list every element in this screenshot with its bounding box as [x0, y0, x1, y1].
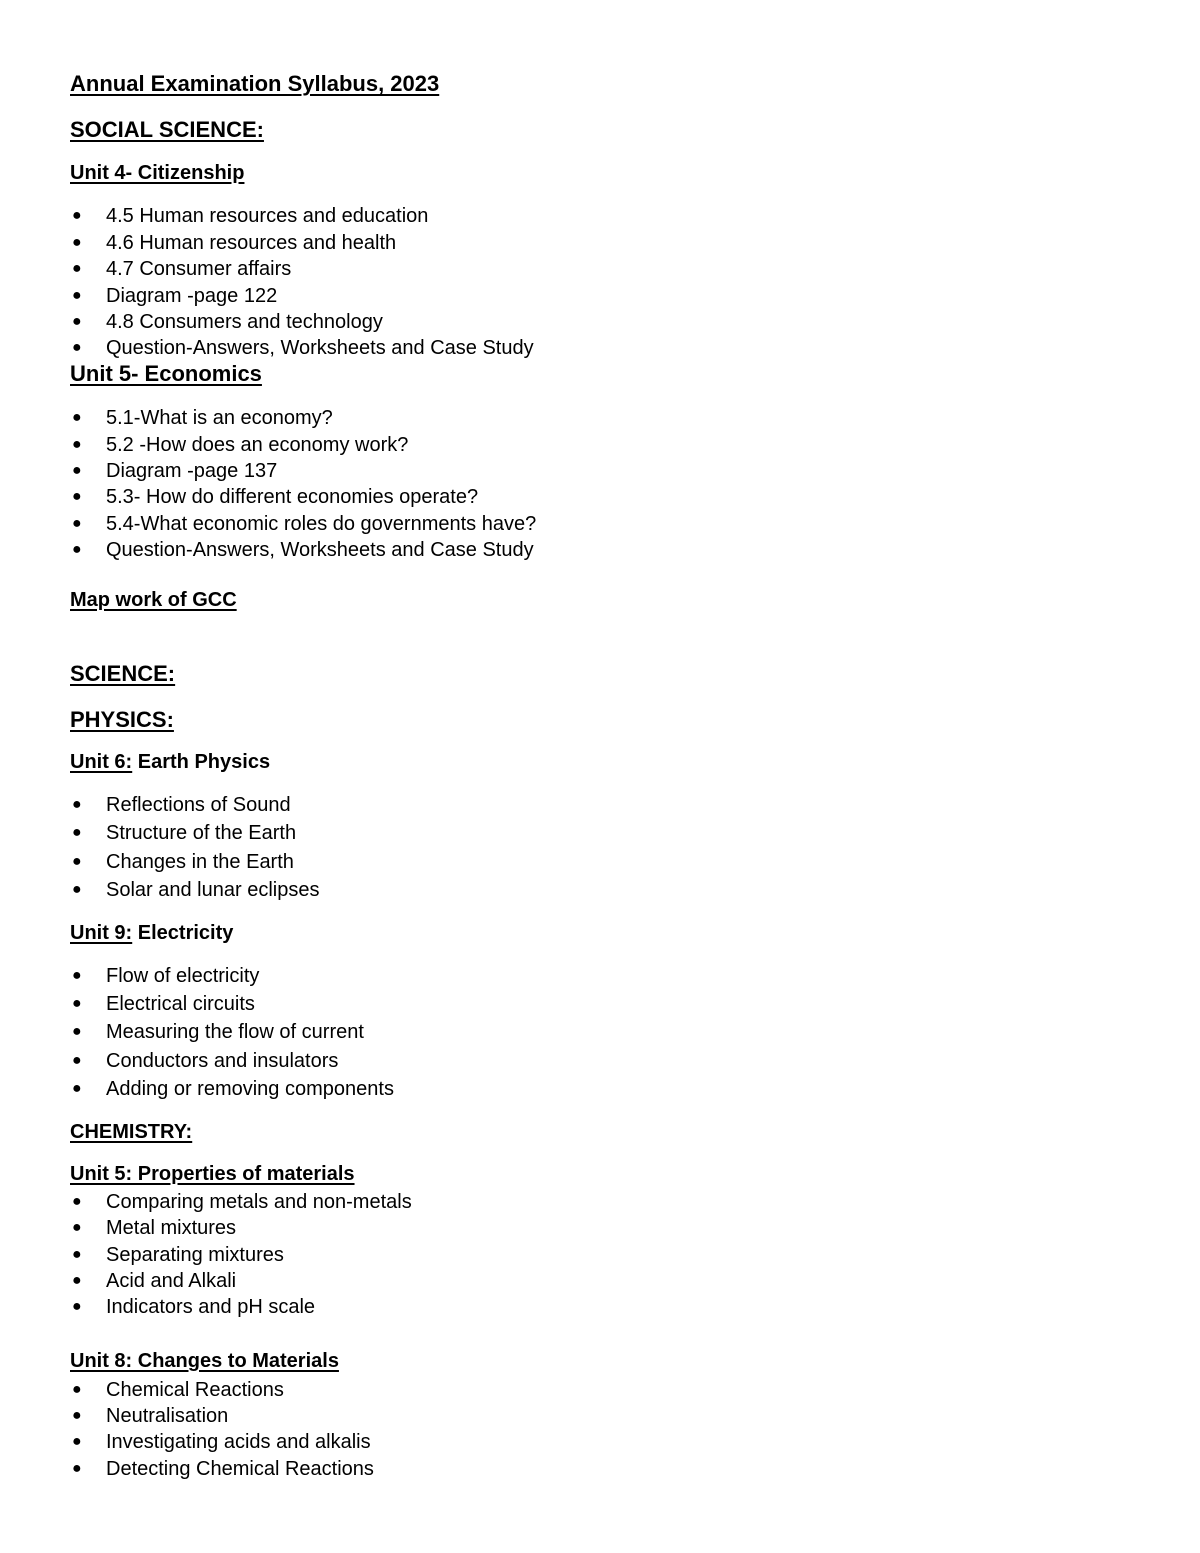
bullet-icon: ●: [72, 313, 82, 330]
list-item: ● 4.5 Human resources and education: [72, 205, 429, 227]
bullet-icon: ●: [72, 541, 82, 558]
list-item: ● Changes in the Earth: [72, 851, 294, 873]
list-item: ● Investigating acids and alkalis: [72, 1431, 371, 1453]
physics-heading: PHYSICS:: [70, 707, 174, 732]
list-item: ● Adding or removing components: [72, 1078, 394, 1100]
list-item: ● Question-Answers, Worksheets and Case Study: [72, 337, 534, 359]
bullet-icon: ●: [72, 1193, 82, 1210]
unit5-economics-heading: Unit 5- Economics: [70, 361, 262, 386]
bullet-icon: ●: [72, 853, 82, 870]
bullet-icon: ●: [72, 287, 82, 304]
bullet-icon: ●: [72, 1246, 82, 1263]
bullet-icon: ●: [72, 1052, 82, 1069]
document-title: Annual Examination Syllabus, 2023: [70, 71, 440, 96]
list-item: ● Comparing metals and non-metals: [72, 1191, 412, 1213]
list-item: ● Separating mixtures: [72, 1244, 284, 1266]
list-item: ● Conductors and insulators: [72, 1050, 339, 1072]
list-item: ● 4.6 Human resources and health: [72, 232, 397, 254]
bullet-icon: ●: [72, 1272, 82, 1289]
list-item: ● Detecting Chemical Reactions: [72, 1458, 374, 1480]
chemistry-heading: CHEMISTRY:: [70, 1121, 193, 1143]
list-item: ● Reflections of Sound: [72, 794, 291, 816]
social-science-heading: SOCIAL SCIENCE:: [70, 117, 264, 142]
unit9-label: Unit 9:: [70, 922, 133, 944]
list-item: ● Question-Answers, Worksheets and Case Study: [72, 539, 534, 561]
science-heading: SCIENCE:: [70, 661, 176, 686]
list-item: ● Solar and lunar eclipses: [72, 879, 320, 901]
map-work-heading: Map work of GCC: [70, 589, 237, 611]
bullet-icon: ●: [72, 436, 82, 453]
bullet-icon: ●: [72, 515, 82, 532]
bullet-icon: ●: [72, 409, 82, 426]
list-item: ● Diagram -page 137: [72, 460, 278, 482]
list-item: ● Electrical circuits: [72, 993, 255, 1015]
list-item: ● Neutralisation: [72, 1405, 229, 1427]
unit8-heading: Unit 8: Changes to Materials: [70, 1350, 339, 1372]
bullet-icon: ●: [72, 1080, 82, 1097]
list-item: ● Metal mixtures: [72, 1217, 237, 1239]
bullet-icon: ●: [72, 339, 82, 356]
bullet-icon: ●: [72, 207, 82, 224]
list-item: ● 5.2 -How does an economy work?: [72, 434, 409, 456]
bullet-icon: ●: [72, 824, 82, 841]
list-item: ● 5.4-What economic roles do governments have?: [72, 513, 537, 535]
bullet-icon: ●: [72, 1023, 82, 1040]
bullet-icon: ●: [72, 796, 82, 813]
unit9-heading: [70, 922, 233, 945]
list-item: ● Diagram -page 122: [72, 285, 278, 307]
bullet-icon: ●: [72, 967, 82, 984]
unit6-heading: [70, 751, 270, 774]
list-item: ● 5.1-What is an economy?: [72, 407, 333, 429]
list-item: ● 4.8 Consumers and technology: [72, 311, 383, 333]
unit6-title: Earth Physics: [132, 751, 271, 773]
bullet-icon: ●: [72, 995, 82, 1012]
bullet-icon: ●: [72, 260, 82, 277]
bullet-icon: ●: [72, 1460, 82, 1477]
list-item: ● Structure of the Earth: [72, 822, 297, 844]
list-item: ● Indicators and pH scale: [72, 1296, 316, 1318]
bullet-icon: ●: [72, 234, 82, 251]
list-item: ● Chemical Reactions: [72, 1379, 284, 1401]
bullet-icon: ●: [72, 1433, 82, 1450]
list-item: ● Flow of electricity: [72, 965, 260, 987]
unit6-label: Unit 6:: [70, 751, 133, 773]
list-item: ● Measuring the flow of current: [72, 1021, 364, 1043]
bullet-icon: ●: [72, 1298, 82, 1315]
bullet-icon: ●: [72, 1407, 82, 1424]
bullet-icon: ●: [72, 462, 82, 479]
unit5-materials-heading: Unit 5: Properties of materials: [70, 1163, 355, 1185]
list-item: ● 5.3- How do different economies operate?: [72, 486, 479, 508]
bullet-icon: ●: [72, 1219, 82, 1236]
unit4-heading: Unit 4- Citizenship: [70, 162, 245, 184]
list-item: ● 4.7 Consumer affairs: [72, 258, 292, 280]
unit9-title: Electricity: [132, 922, 234, 944]
bullet-icon: ●: [72, 881, 82, 898]
bullet-icon: ●: [72, 488, 82, 505]
list-item: ● Acid and Alkali: [72, 1270, 237, 1292]
bullet-icon: ●: [72, 1381, 82, 1398]
